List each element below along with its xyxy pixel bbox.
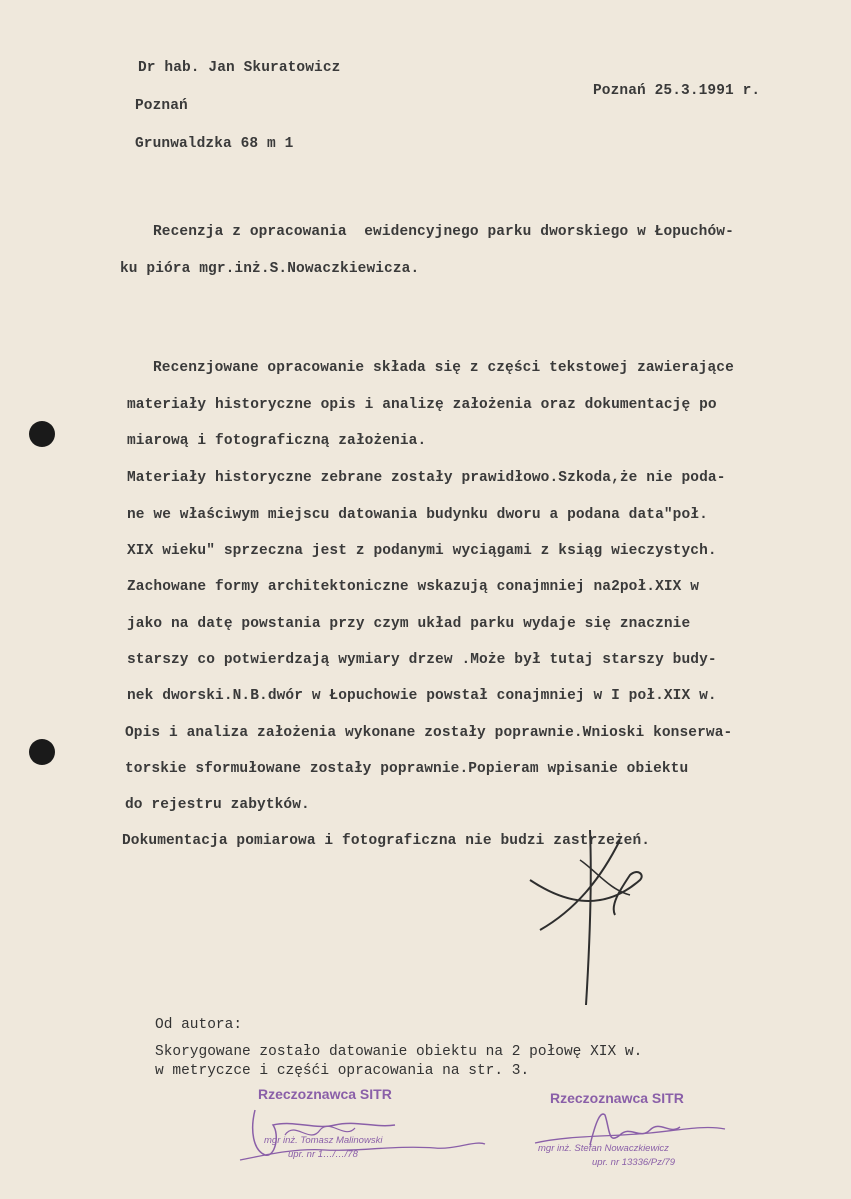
stamp-number: upr. nr 13336/Pz/79 [592,1157,676,1168]
reviewer-signature [520,820,660,1010]
body-line: Zachowane formy architektoniczne wskazują conajmniej na2poł.XIX w [127,579,700,595]
body-line: nek dworski.N.B.dwór w Łopuchowie powstał conajmniej w I poł.XIX w. [127,688,717,704]
author-note-line-2: w metryczce i częśći opracowania na str. 3. [155,1063,530,1079]
body-line: Opis i analiza założenia wykonane zostały poprawnie.Wnioski konserwa- [125,725,733,741]
stamp-title: Rzeczoznawca SITR [550,1090,684,1106]
stamp-name: mgr inż. Tomasz Malinowski [264,1135,383,1146]
stamp-number: upr. nr 1…/…/78 [288,1149,358,1160]
sender-address: Grunwaldzka 68 m 1 [135,136,294,152]
body-line: miarową i fotograficzną założenia. [127,433,427,449]
body-line: Recenzjowane opracowanie składa się z części tekstowej zawierające [153,360,734,376]
place-date: Poznań 25.3.1991 r. [593,83,761,99]
punch-hole-bottom [29,739,55,765]
author-note-heading: Od autora: [155,1017,243,1033]
body-line: do rejestru zabytków. [125,797,310,813]
stamp-signature-left [235,1100,495,1170]
stamp-title: Rzeczoznawca SITR [258,1086,392,1102]
body-line: materiały historyczne opis i analizę założenia oraz dokumentację po [127,397,717,413]
sender-city: Poznań [135,98,188,114]
body-line: starszy co potwierdzają wymiary drzew .Może był tutaj starszy budy- [127,652,717,668]
subject-line-1: Recenzja z opracowania ewidencyjnego parku dworskiego w Łopuchów- [153,224,734,240]
punch-hole-top [29,421,55,447]
stamp-signature-right [530,1105,730,1175]
body-line: Dokumentacja pomiarowa i fotograficzna nie budzi zastrzeżeń. [122,833,651,849]
body-line: XIX wieku" sprzeczna jest z podanymi wyciągami z ksiąg wieczystych. [127,543,717,559]
body-line: torskie sformułowane zostały poprawnie.Popieram wpisanie obiektu [125,761,689,777]
subject-line-2: ku pióra mgr.inż.S.Nowaczkiewicza. [120,261,420,277]
sender-name: Dr hab. Jan Skuratowicz [138,60,341,76]
stamp-name: mgr inż. Stefan Nowaczkiewicz [538,1143,669,1154]
body-line: Materiały historyczne zebrane zostały prawidłowo.Szkoda,że nie poda- [127,470,726,486]
author-note-line-1: Skorygowane zostało datowanie obiektu na 2 połowę XIX w. [155,1044,643,1060]
body-line: jako na datę powstania przy czym układ parku wydaje się znacznie [127,616,691,632]
body-line: ne we właściwym miejscu datowania budynku dworu a podana data"poł. [127,507,708,523]
